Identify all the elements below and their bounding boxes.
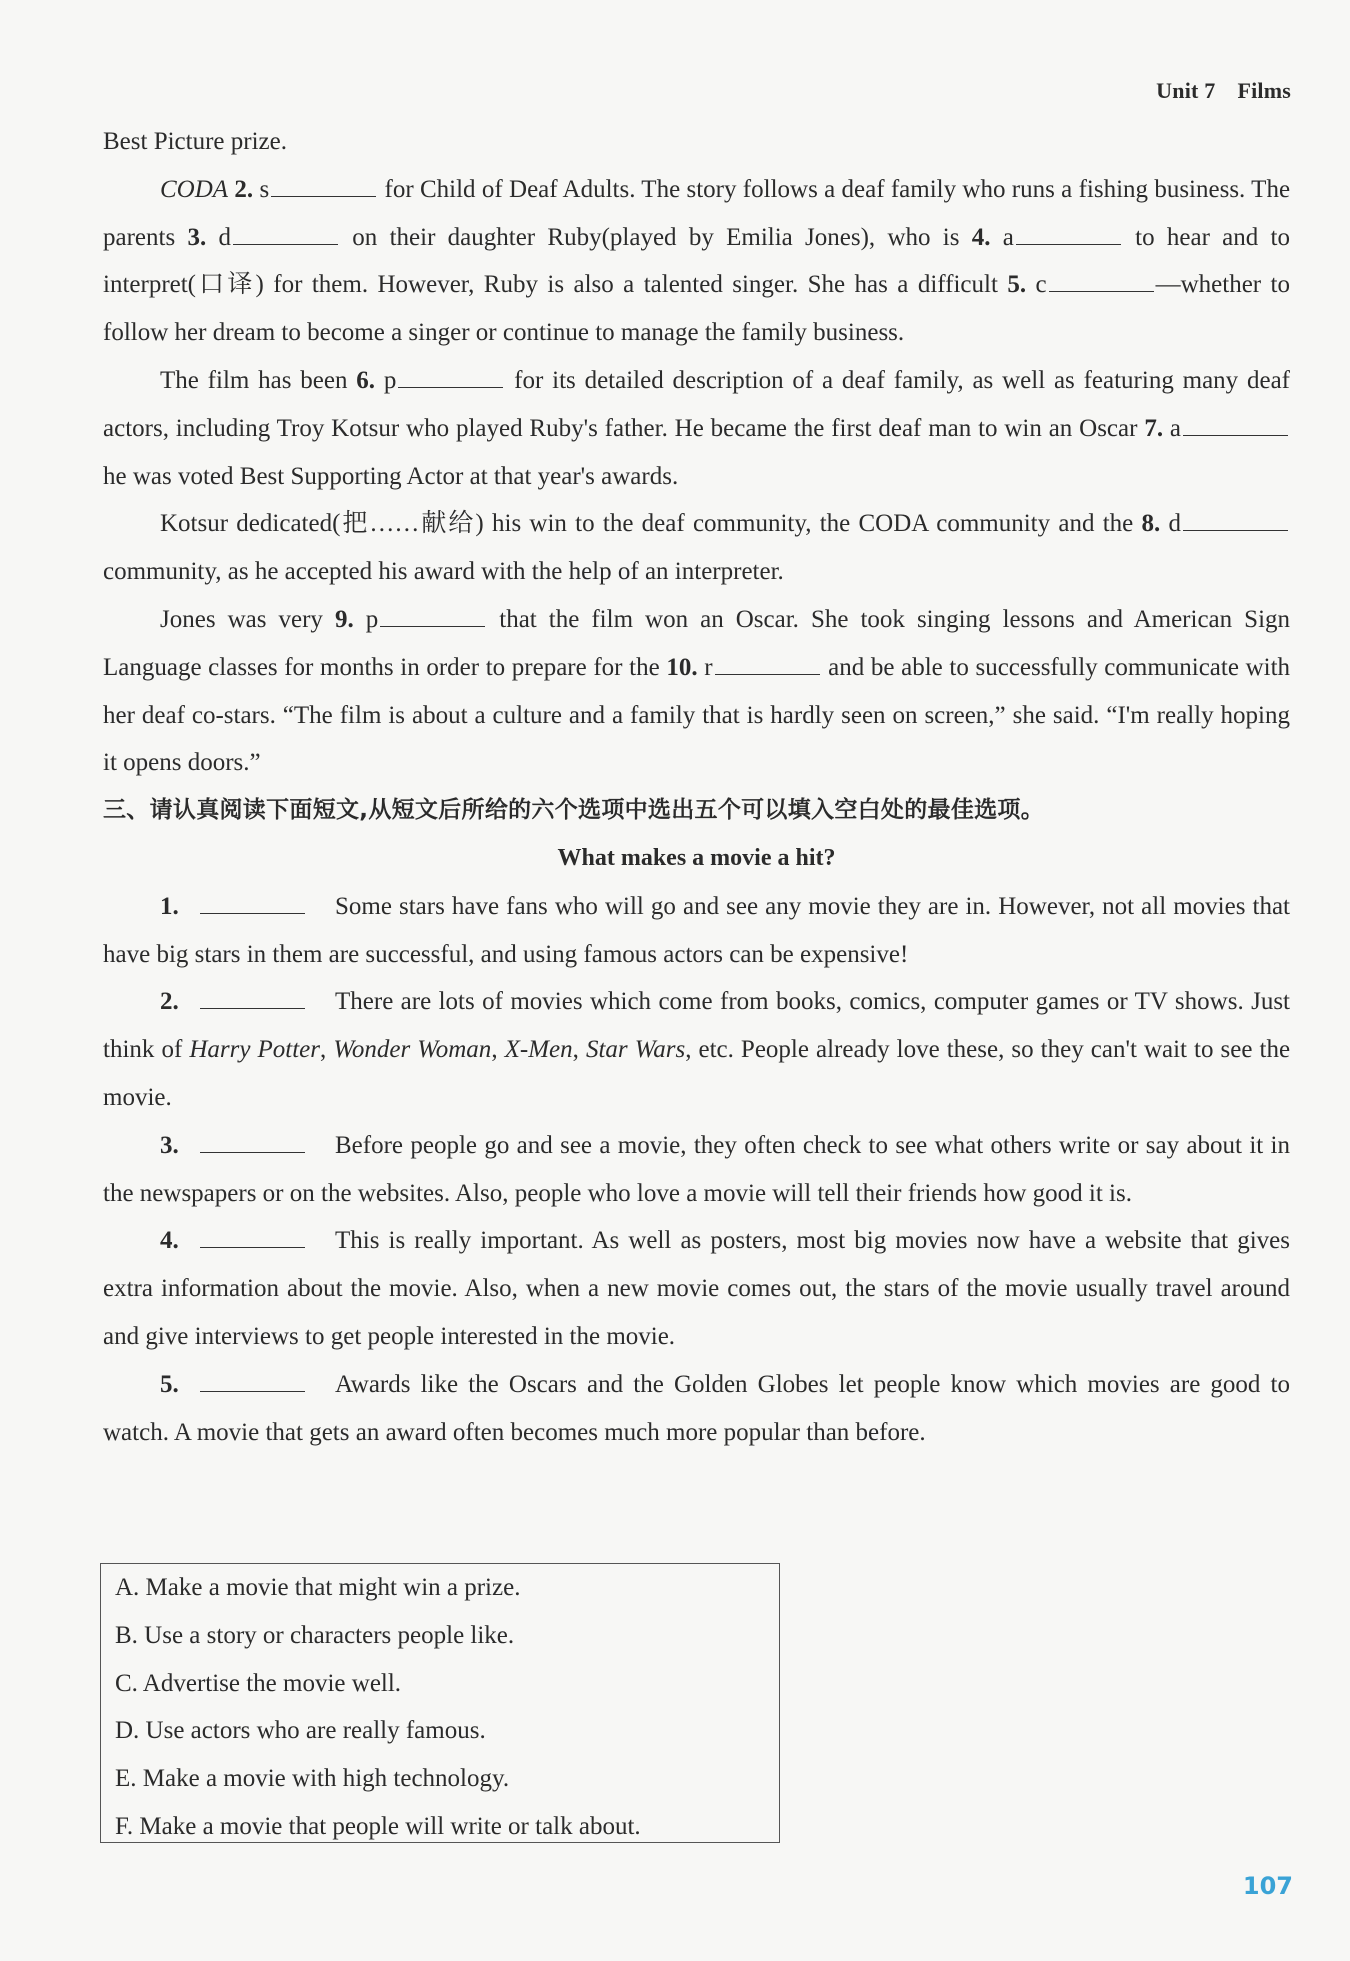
- option-d: D. Use actors who are really famous.: [115, 1717, 486, 1745]
- passage-text: The film has been: [160, 366, 348, 394]
- main-content: [103, 118, 1290, 1456]
- title-x-men: X-Men: [504, 1036, 573, 1064]
- paragraph-2: [103, 357, 1290, 500]
- answer-blank[interactable]: [398, 367, 503, 388]
- answer-blank[interactable]: [233, 224, 338, 245]
- question-number: 5.: [160, 1370, 179, 1398]
- question-2: 2. There are lots of movies which come from books, comics, computer games or TV shows. Just think of Harry Potter, Wonder Woman, X-Men, Star Wars, etc. People already love these, so they can't wait to see the movie.: [103, 978, 1290, 1121]
- passage-text: to hear and to interpret(口译) for them. However, Ruby is also a talented singer. She has a difficult: [103, 223, 1290, 299]
- answer-blank[interactable]: [271, 176, 376, 197]
- option-f: F. Make a movie that people will write or talk about.: [115, 1812, 641, 1840]
- blank-letter: d: [218, 223, 232, 251]
- passage-text: for its detailed description of a deaf family, as well as featuring many deaf actors, including Troy Kotsur who played Ruby's father. He became the first deaf man to win an Oscar: [103, 366, 1290, 442]
- answer-blank[interactable]: [1183, 415, 1288, 436]
- coda-title: CODA: [160, 175, 229, 203]
- blank-letter: a: [1002, 223, 1014, 251]
- answer-blank[interactable]: [200, 1371, 305, 1392]
- option-a: A. Make a movie that might win a prize.: [115, 1574, 521, 1601]
- question-4: [103, 1217, 1290, 1360]
- paragraph-3: [103, 500, 1290, 596]
- question-text: Some stars have fans who will go and see any movie they are in. However, not all movies that have big stars in them are successful, and using famous actors can be expensive!: [103, 892, 1290, 968]
- blank-letter: d: [1168, 510, 1182, 538]
- question-text: Awards like the Oscars and the Golden Globes let people know which movies are good to watch. A movie that gets an award often becomes much more popular than before.: [103, 1370, 1290, 1446]
- passage-text: Jones was very: [160, 605, 323, 633]
- blank-number: 3.: [187, 223, 207, 251]
- blank-number: 7.: [1144, 414, 1164, 442]
- question-text: , etc. People already love these, so they can't wait to see the movie.: [103, 1036, 1291, 1111]
- title-star-wars: Star Wars: [585, 1036, 686, 1064]
- blank-letter: s: [259, 175, 270, 203]
- blank-number: 8.: [1141, 510, 1161, 538]
- blank-number: 2.: [234, 175, 254, 203]
- question-number: 4.: [160, 1227, 179, 1255]
- blank-number: 9.: [334, 605, 354, 633]
- question-number: 3.: [160, 1131, 179, 1159]
- option-c: C. Advertise the movie well.: [115, 1669, 402, 1697]
- passage-text: he was voted Best Supporting Actor at that year's awards.: [103, 462, 679, 490]
- paragraph-1: [103, 166, 1290, 357]
- passage-text: Kotsur dedicated(把……献给) his win to the deaf community, the CODA community and the: [160, 510, 1134, 538]
- question-3: [103, 1122, 1290, 1218]
- passage-text: and be able to successfully communicate with her deaf co-stars. “The film is about a culture and a family that is hardly seen on screen,” she said. “I'm really hoping it opens doors.”: [103, 653, 1291, 777]
- question-text: This is really important. As well as posters, most big movies now have a website that gives extra information about the movie. Also, when a new movie comes out, the stars of the movie usually travel around and give interviews to get people interested in the movie.: [103, 1227, 1290, 1350]
- blank-letter: p: [383, 366, 397, 394]
- question-1: [103, 883, 1290, 979]
- option-e: E. Make a movie with high technology.: [115, 1765, 510, 1793]
- answer-blank[interactable]: [1049, 271, 1154, 292]
- running-header: [1156, 78, 1291, 104]
- passage-text: community, as he accepted his award with the help of an interpreter.: [103, 558, 784, 586]
- question-text: Before people go and see a movie, they often check to see what others write or say about it in the newspapers or on the websites. Also, people who love a movie will tell their friends how good it is.: [103, 1131, 1290, 1207]
- question-number: 1.: [160, 892, 179, 920]
- question-number: 2.: [160, 988, 179, 1016]
- blank-number: 4.: [971, 223, 991, 251]
- title-wonder-woman: Wonder Woman: [333, 1036, 492, 1064]
- blank-letter: c: [1035, 271, 1047, 299]
- option-b: B. Use a story or characters people like.: [115, 1621, 515, 1649]
- question-text: There are lots of movies which come from books, comics, computer games or TV shows. Just think of: [103, 988, 1290, 1064]
- answer-blank[interactable]: [1016, 224, 1121, 245]
- answer-blank[interactable]: [200, 1132, 305, 1153]
- blank-number: 6.: [356, 366, 376, 394]
- passage-text: on their daughter Ruby(played by Emilia Jones), who is: [352, 223, 960, 251]
- blank-letter: p: [365, 605, 379, 633]
- blank-number: 10.: [666, 653, 698, 681]
- passage-text: that the film won an Oscar. She took singing lessons and American Sign Language classes for months in order to prepare for the: [103, 605, 1291, 681]
- paragraph-4: [103, 596, 1290, 787]
- answer-blank[interactable]: [715, 654, 820, 675]
- blank-number: 5.: [1007, 271, 1027, 299]
- section-heading: 三、请认真阅读下面短文,从短文后所给的六个选项中选出五个可以填入空白处的最佳选项。: [103, 797, 1045, 824]
- page-number: 107: [1242, 1872, 1293, 1900]
- paragraph-0: Best Picture prize.: [103, 128, 287, 155]
- blank-letter: r: [704, 653, 713, 681]
- options-box: [100, 1563, 780, 1843]
- answer-blank[interactable]: [1183, 510, 1288, 531]
- title-harry-potter: Harry Potter: [189, 1036, 320, 1064]
- question-5: [103, 1361, 1290, 1457]
- blank-letter: a: [1169, 414, 1182, 442]
- answer-blank[interactable]: [380, 606, 485, 627]
- passage-text: —whether to follow her dream to become a singer or continue to manage the family business.: [103, 271, 1290, 347]
- header-unit: Unit 7: [1156, 78, 1216, 103]
- answer-blank[interactable]: [200, 893, 305, 914]
- header-topic: Films: [1237, 78, 1291, 103]
- reading-title: What makes a movie a hit?: [557, 844, 836, 871]
- answer-blank[interactable]: [200, 988, 305, 1009]
- passage-text: for Child of Deaf Adults. The story follows a deaf family who runs a fishing business. The parents: [103, 175, 1291, 251]
- answer-blank[interactable]: [200, 1227, 305, 1248]
